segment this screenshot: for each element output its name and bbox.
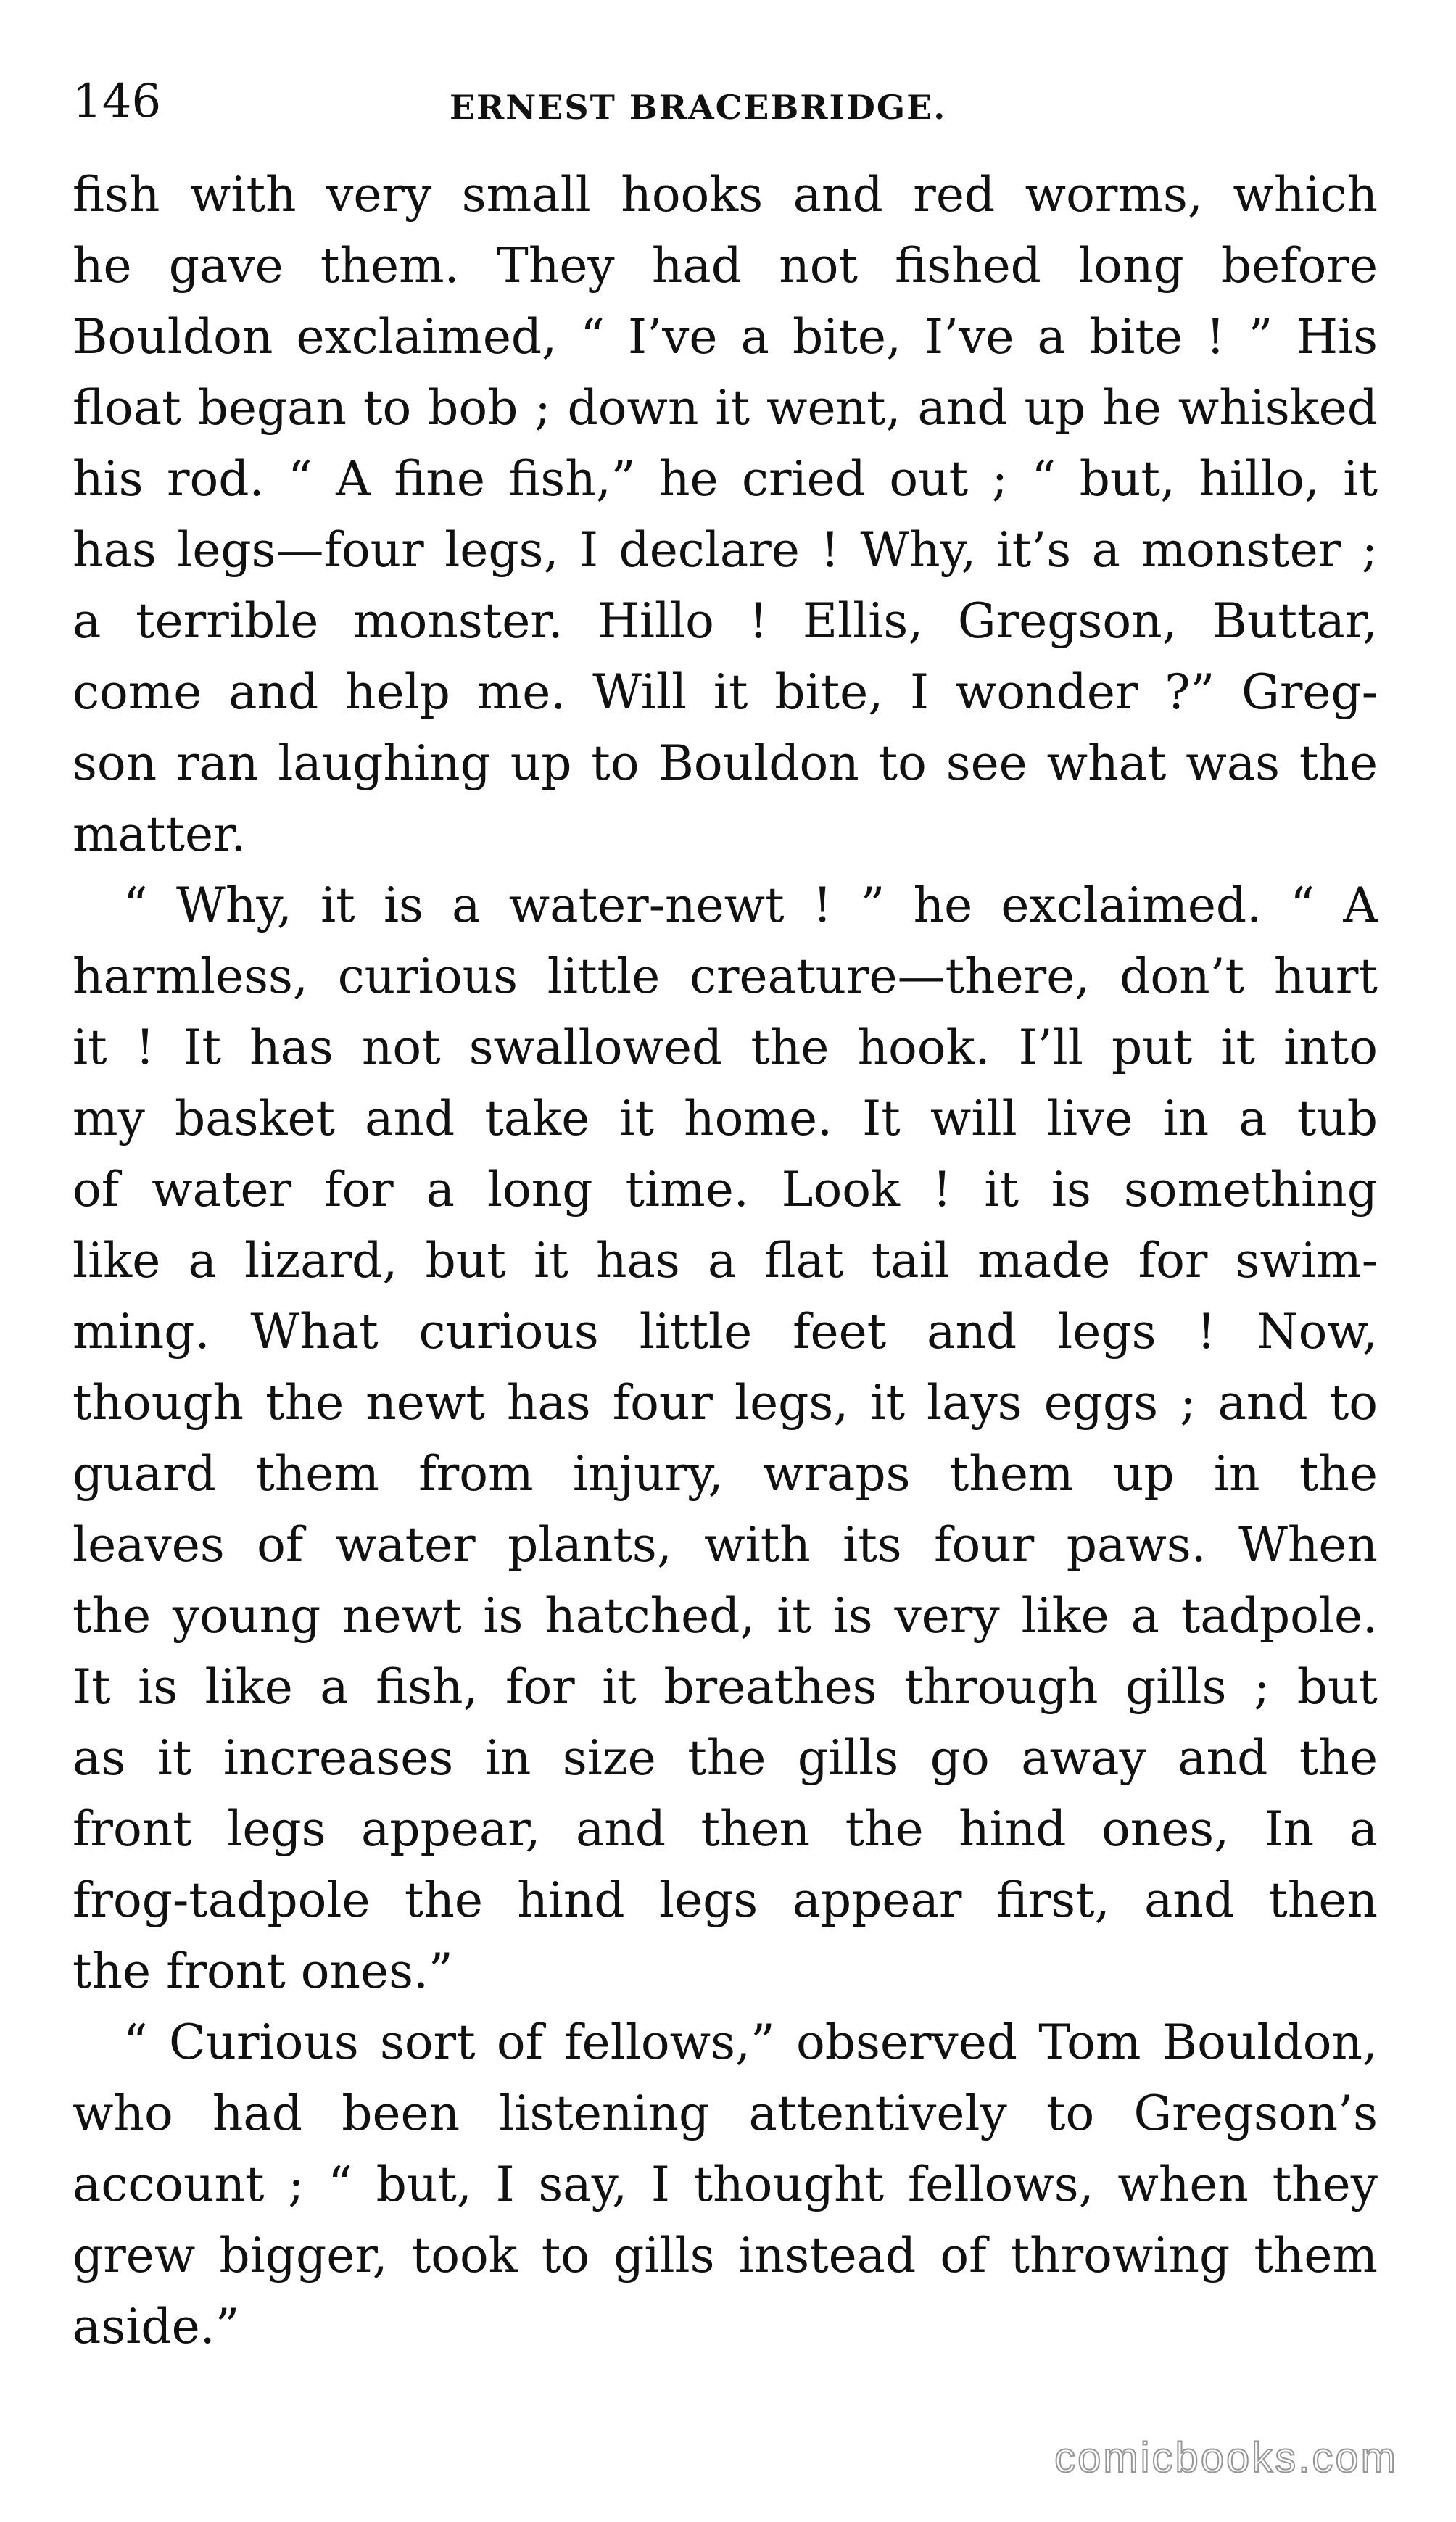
text-line: as it increases in size the gills go away and the bbox=[73, 1730, 1378, 1786]
text-line: the front ones.” bbox=[73, 1943, 453, 1999]
page-number: 146 bbox=[73, 75, 162, 128]
text-line: aside.” bbox=[73, 2299, 240, 2354]
text-line: come and help me. Will it bite, I wonder ?” Greg- bbox=[73, 664, 1378, 720]
text-line: though the newt has four legs, it lays eggs ; and to bbox=[73, 1375, 1378, 1431]
paragraph bbox=[73, 2007, 1378, 2362]
text-line: “ Why, it is a water-newt ! ” he exclaimed. “ A bbox=[123, 877, 1378, 933]
text-line: “ Curious sort of fellows,” observed Tom Bouldon, bbox=[123, 2014, 1378, 2070]
text-line: the young newt is hatched, it is very like a tadpole. bbox=[73, 1588, 1378, 1644]
text-line: his rod. “ A fine fish,” he cried out ; “ but, hillo, it bbox=[73, 451, 1378, 507]
text-line: has legs—four legs, I declare ! Why, it’s a monster ; bbox=[73, 522, 1378, 578]
text-line: front legs appear, and then the hind ones, In a bbox=[73, 1801, 1378, 1857]
watermark: comicbooks.com bbox=[1054, 2434, 1398, 2481]
text-line: fish with very small hooks and red worms, which bbox=[73, 167, 1378, 223]
text-line: grew bigger, took to gills instead of throwing them bbox=[73, 2228, 1378, 2283]
running-head: ERNEST BRACEBRIDGE. bbox=[450, 88, 947, 127]
text-line: a terrible monster. Hillo ! Ellis, Gregson, Buttar, bbox=[73, 593, 1378, 649]
text-line: it ! It has not swallowed the hook. I’ll put it into bbox=[73, 1020, 1378, 1075]
text-line: Bouldon exclaimed, “ I’ve a bite, I’ve a bite ! ” His bbox=[73, 309, 1378, 365]
text-line: It is like a fish, for it breathes through gills ; but bbox=[73, 1659, 1378, 1715]
text-line: my basket and take it home. It will live in a tub bbox=[73, 1091, 1378, 1146]
body-text bbox=[73, 160, 1378, 2362]
text-line: ming. What curious little feet and legs ! Now, bbox=[73, 1304, 1378, 1360]
text-line: son ran laughing up to Bouldon to see what was the bbox=[73, 735, 1378, 791]
page-header bbox=[73, 65, 1376, 138]
text-line: of water for a long time. Look ! it is something bbox=[73, 1162, 1378, 1217]
text-line: he gave them. They had not fished long before bbox=[73, 238, 1378, 294]
paragraph bbox=[73, 160, 1378, 870]
text-line: frog-tadpole the hind legs appear first, and then bbox=[73, 1872, 1378, 1928]
text-line: guard them from injury, wraps them up in the bbox=[73, 1446, 1378, 1502]
text-line: leaves of water plants, with its four paws. When bbox=[73, 1517, 1378, 1573]
paragraph bbox=[73, 870, 1378, 2007]
text-line: who had been listening attentively to Gregson’s bbox=[73, 2085, 1378, 2141]
text-line: like a lizard, but it has a flat tail made for swim- bbox=[73, 1233, 1378, 1289]
text-line: float began to bob ; down it went, and up he whisked bbox=[73, 380, 1378, 436]
text-line: account ; “ but, I say, I thought fellows, when they bbox=[73, 2157, 1378, 2212]
text-line: harmless, curious little creature—there, don’t hurt bbox=[73, 948, 1378, 1004]
text-line: matter. bbox=[73, 806, 247, 862]
